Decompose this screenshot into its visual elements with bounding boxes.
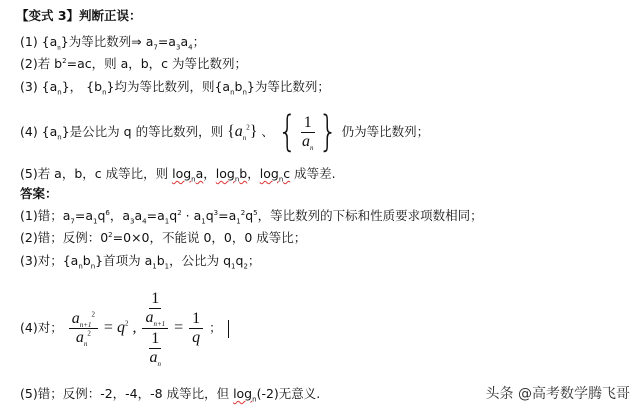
formula-ratio-reciprocals: 1 $a_{n+1}$ 1 $a_n$ — [142, 290, 168, 367]
answer-3: (3)对；$\{a_nb_n\}$首项为 $a_1b_1$，公比为 $q_1q_2$； — [20, 253, 261, 271]
question-5: (5)若 a，b，c 成等比，则 $\log_na$，$\log_nb$，$\log_nc$ 成等差. — [20, 166, 336, 184]
formula-ratio-squares: $\frac{a_{n+1}^2}{a_n^2}$ — [69, 311, 98, 346]
answer-4: (4)对； $\frac{a_{n+1}^2}{a_n^2}$ = $q^2$ , 1 $a_{n+1}$ 1 $a_n$ = $\frac{1}{q}$ ； — [20, 288, 229, 372]
formula-reciprocal-an: $\frac{1}{a_n}$ — [302, 114, 314, 153]
question-3: (3) $\{a_n\}$， $\{b_n\}$均为等比数列，则$\{a_nb_n\}$为等比数列； — [20, 79, 330, 97]
watermark: 头条 @高考数学腾飞哥 — [485, 386, 630, 402]
answer-5: (5)错；反例：-2，-4，-8 成等比，但 $\log_n(-2)$无意义. — [20, 386, 321, 404]
question-1: (1) $\{a_n\}$为等比数列⇒ $a_7=a_3a_4$； — [20, 34, 206, 52]
answer-1: (1)错；$a_7=a_1q^6$，$a_3a_4=a_1q^2 \cdot a_1q^3=a_1^2q^5$，等比数列的下标和性质要求项数相同； — [20, 208, 483, 226]
question-2: (2)若 $b^2=ac$，则 a，b，c 为等比数列； — [20, 56, 248, 71]
text-cursor — [228, 320, 230, 338]
answer-2: (2)错；反例：$0^2=0\times 0$，不能说 0，0，0 成等比； — [20, 230, 307, 245]
exercise-title: 【变式 3】判断正误： — [16, 8, 142, 23]
question-4: (4) $\{a_n\}$是公比为 q 的等比数列，则 $\{a_n^2\}$ 、 { $\frac{1}{a_n}$ } 仍为等比数列； — [20, 107, 430, 157]
formula-an-squared: $\{a_n^2\}$ — [227, 123, 258, 143]
answer-label: 答案： — [20, 186, 58, 201]
